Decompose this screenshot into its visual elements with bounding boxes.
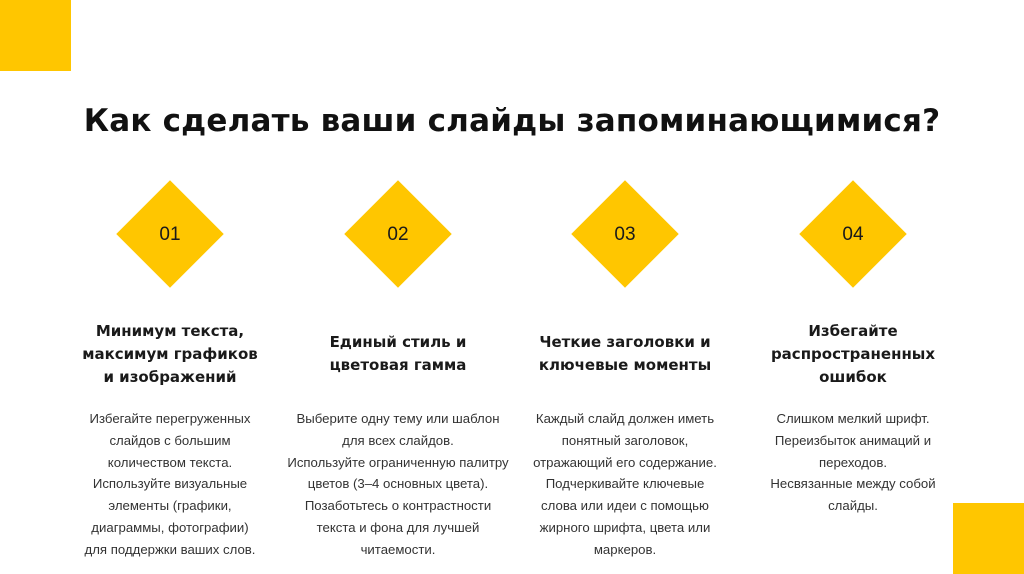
number-badge: [739, 180, 967, 288]
number-badge: [56, 180, 284, 288]
tip-description: Слишком мелкий шрифт. Переизбыток анимаций и переходов. Несвязанные между собой слайды.: [770, 411, 936, 514]
tip-column-4: [739, 180, 967, 517]
tip-heading: Четкие заголовки и ключевые моменты: [538, 333, 712, 374]
tip-heading: Избегайте распространенных ошибок: [770, 321, 936, 386]
tip-column-3: [511, 180, 739, 561]
tip-number: 02: [387, 224, 409, 245]
tip-heading: Минимум текста, максимум графиков и изображений: [82, 321, 258, 386]
tip-heading: Единый стиль и цветовая гамма: [329, 333, 467, 374]
tip-description: Избегайте перегруженных слайдов с большим количеством текста. Используйте визуальные элементы (графики, диаграммы, фотографии) для поддержки ваших слов.: [84, 411, 256, 557]
tip-number: 01: [159, 224, 181, 245]
number-badge: [511, 180, 739, 288]
slide-title: Как сделать ваши слайды запоминающимися?: [83, 103, 941, 139]
tip-column-1: [56, 180, 284, 561]
tip-number: 04: [842, 224, 864, 245]
tip-column-2: [284, 180, 512, 561]
corner-accent-top-left: [0, 0, 71, 71]
tip-description: Каждый слайд должен иметь понятный заголовок, отражающий его содержание. Подчеркивайте ключевые слова или идеи с помощью жирного шрифта, цвета или маркеров.: [533, 411, 717, 557]
tip-description: Выберите одну тему или шаблон для всех слайдов. Используйте ограниченную палитру цветов (3–4 основных цвета). Позаботьтесь о контрастности текста и фона для лучшей читаемости.: [287, 411, 509, 557]
tip-number: 03: [614, 224, 636, 245]
number-badge: [284, 180, 512, 288]
